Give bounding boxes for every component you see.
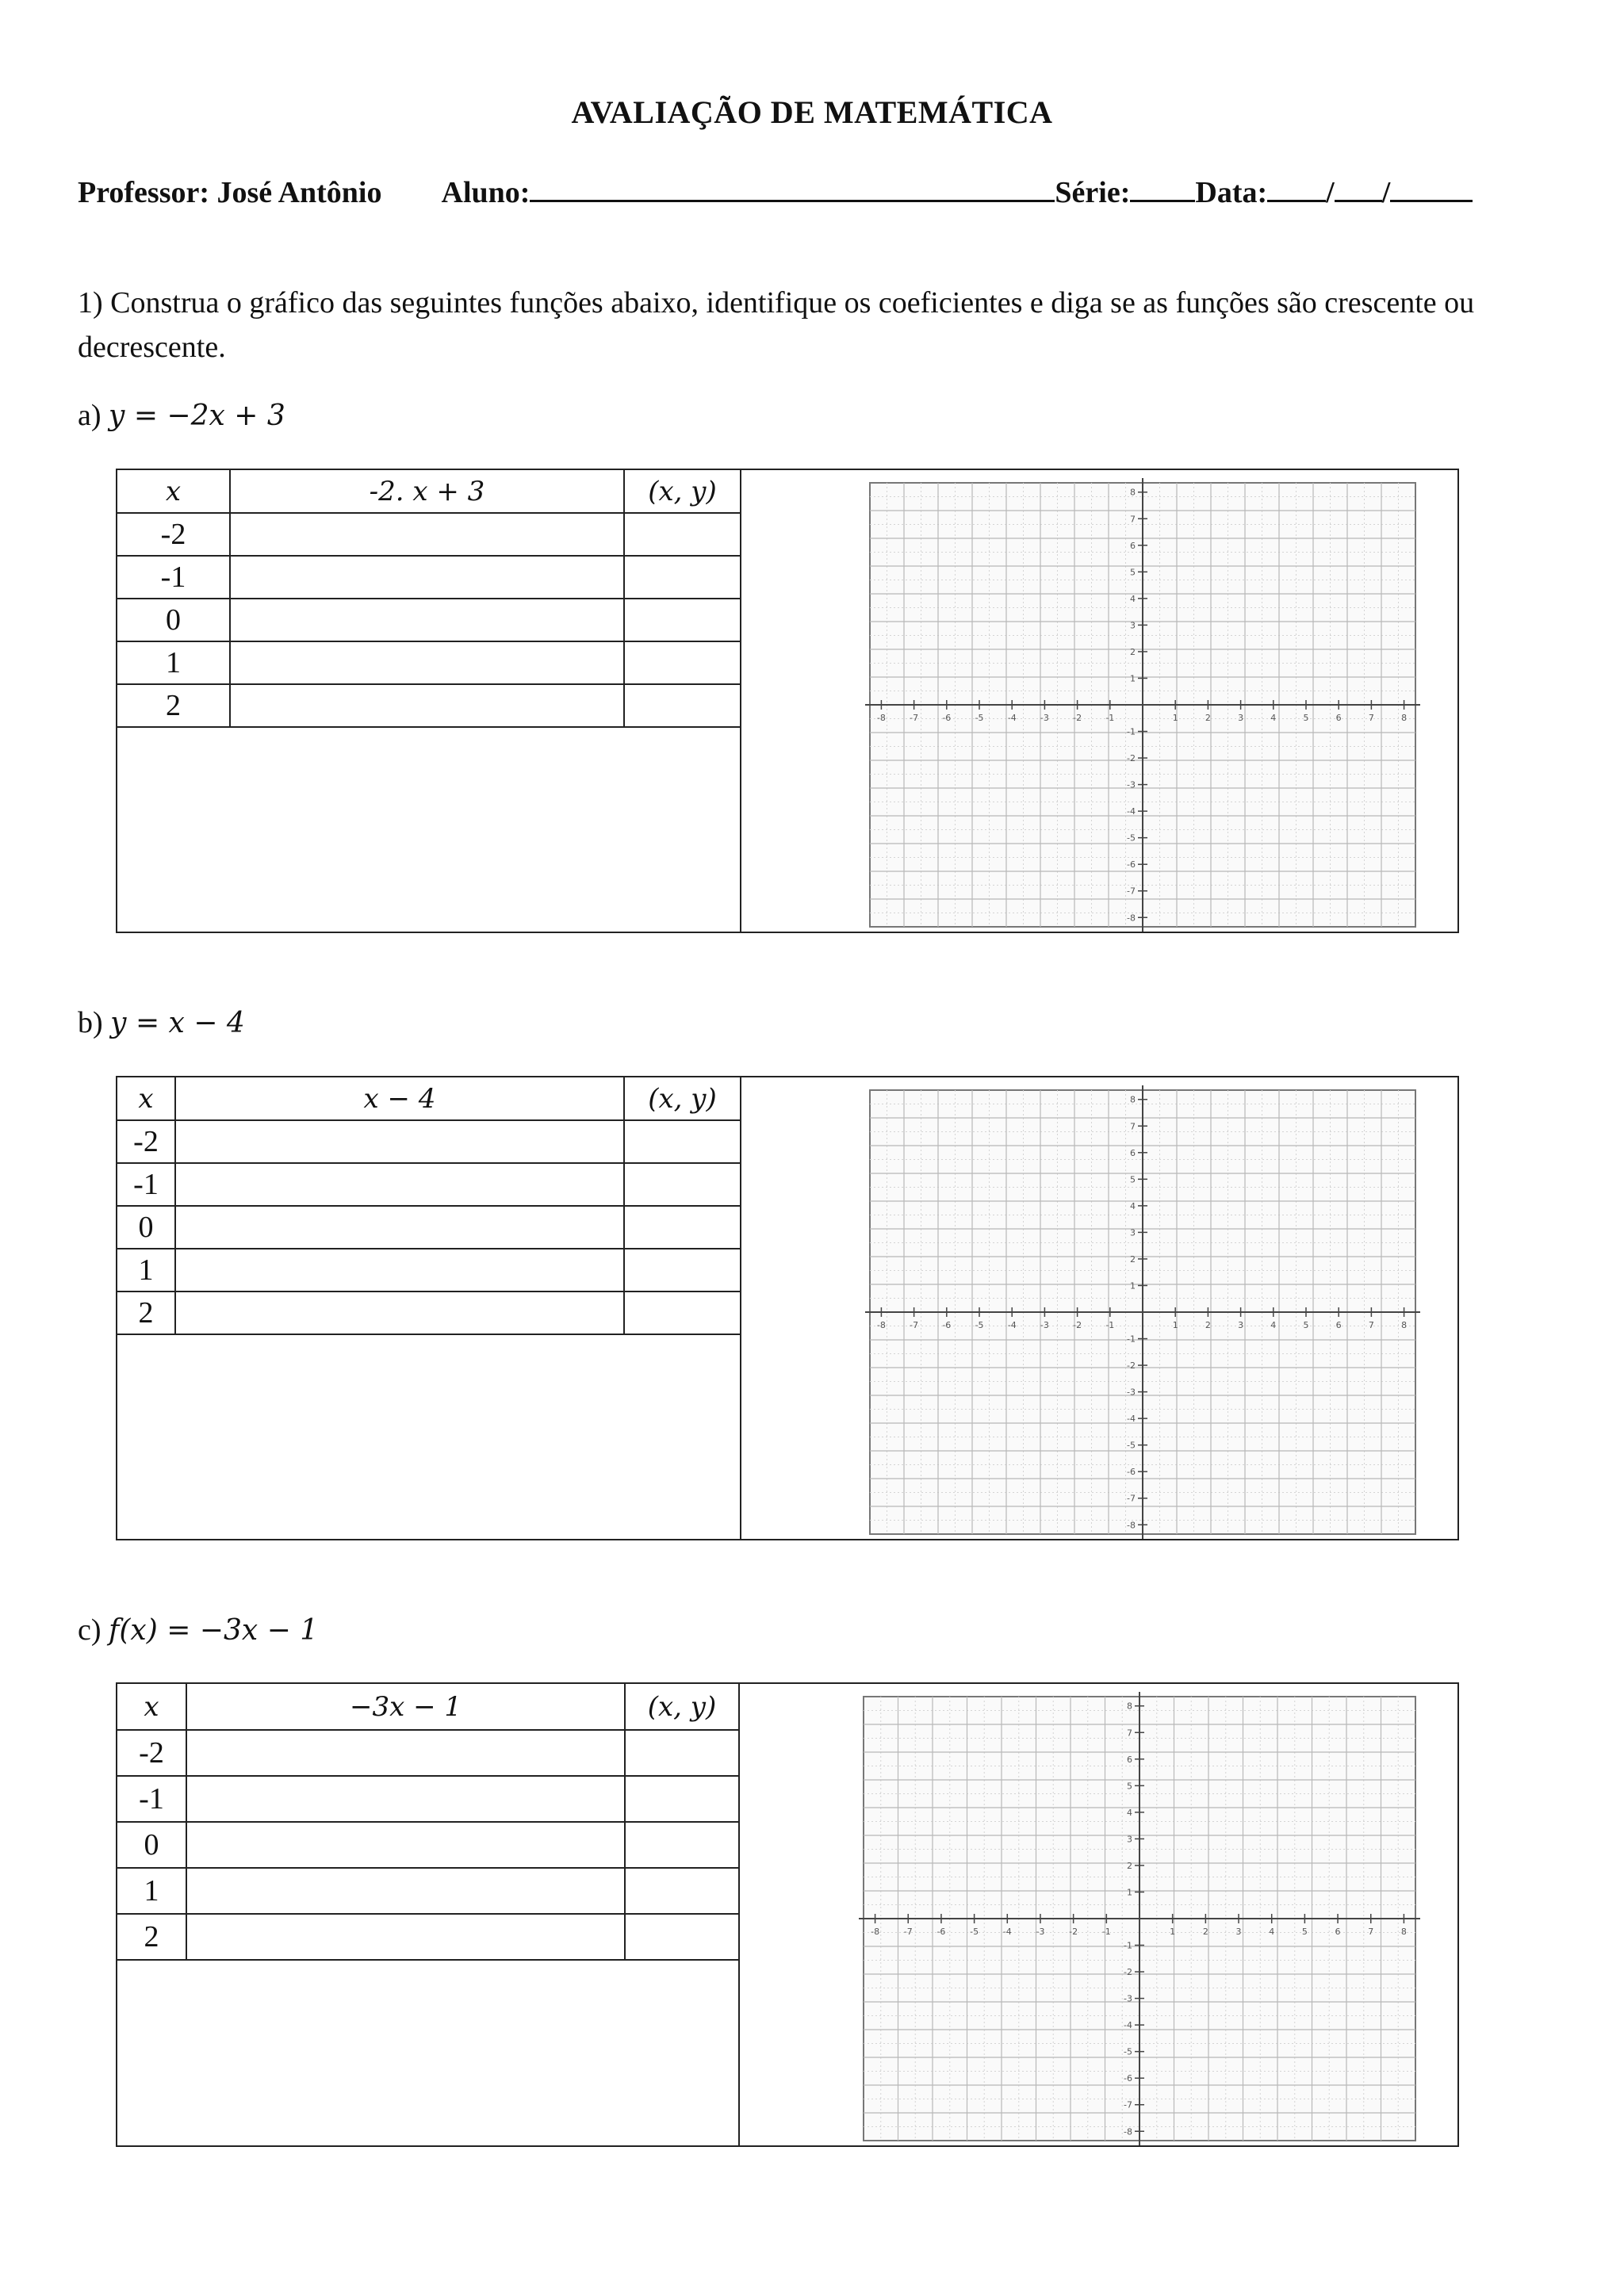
y-tick-label: 7 <box>1127 1728 1132 1739</box>
x-tick-label: 1 <box>1170 1927 1176 1937</box>
y-tick-label: -8 <box>1127 913 1136 924</box>
x-tick-label: 6 <box>1335 713 1342 723</box>
x-tick-label: 3 <box>1238 1320 1244 1330</box>
x-tick-label: -2 <box>1073 1320 1082 1330</box>
expr-cell[interactable] <box>175 1120 624 1163</box>
pair-cell[interactable] <box>625 1822 738 1868</box>
col-pair-header: (x, y) <box>624 1077 740 1120</box>
serie-field[interactable] <box>1130 173 1195 202</box>
pair-cell[interactable] <box>624 641 740 684</box>
pair-cell[interactable] <box>624 1206 740 1249</box>
x-value: -2 <box>117 1120 175 1163</box>
x-tick-label: -5 <box>970 1927 979 1937</box>
exercise-a-label <box>78 398 285 433</box>
y-tick-label: -4 <box>1127 1414 1136 1425</box>
column-divider <box>740 470 741 932</box>
y-tick-label: 6 <box>1130 540 1136 551</box>
x-tick-label: 7 <box>1368 1927 1374 1937</box>
x-tick-label: 3 <box>1238 713 1244 723</box>
y-tick-label: 1 <box>1130 673 1136 684</box>
exercise-a-box <box>116 469 1459 933</box>
pair-cell[interactable] <box>624 1249 740 1292</box>
y-tick-label: -8 <box>1127 1520 1136 1531</box>
cartesian-grid[interactable] <box>859 1692 1420 2145</box>
y-tick-label: 3 <box>1130 620 1136 631</box>
x-tick-label: -4 <box>1002 1927 1012 1937</box>
x-tick-label: -8 <box>871 1927 880 1937</box>
col-expr-header: -2. x + 3 <box>230 470 624 513</box>
expr-cell[interactable] <box>186 1730 625 1776</box>
x-tick-label: -7 <box>910 713 919 723</box>
x-tick-label: -1 <box>1101 1927 1111 1937</box>
professor-label: Professor: José Antônio <box>78 176 382 209</box>
y-tick-label: 2 <box>1130 1253 1136 1265</box>
col-pair-header: (x, y) <box>624 470 740 513</box>
col-expr-header: −3x − 1 <box>186 1684 625 1730</box>
col-x-header: x <box>117 1684 186 1730</box>
date-sep-1: / <box>1326 176 1335 209</box>
col-x-header: x <box>117 470 230 513</box>
exercise-b-prefix: b) <box>78 1006 103 1039</box>
pair-cell[interactable] <box>625 1730 738 1776</box>
x-tick-label: 4 <box>1269 1927 1275 1937</box>
col-expr-header: x − 4 <box>175 1077 624 1120</box>
pair-cell[interactable] <box>624 684 740 727</box>
x-tick-label: -3 <box>1036 1927 1045 1937</box>
expr-cell[interactable] <box>186 1868 625 1914</box>
expr-cell[interactable] <box>186 1822 625 1868</box>
y-tick-label: -6 <box>1127 1467 1136 1478</box>
expr-cell[interactable] <box>230 599 624 641</box>
y-tick-label: 5 <box>1130 1174 1136 1185</box>
expr-cell[interactable] <box>186 1776 625 1822</box>
y-tick-label: -5 <box>1127 832 1136 844</box>
y-tick-label: 3 <box>1127 1834 1132 1845</box>
y-tick-label: -3 <box>1124 1993 1132 2004</box>
x-tick-label: 7 <box>1368 1320 1374 1330</box>
y-tick-label: 3 <box>1130 1227 1136 1238</box>
exercise-b-formula: y = x − 4 <box>110 1007 245 1039</box>
expr-cell[interactable] <box>175 1206 624 1249</box>
x-tick-label: 3 <box>1235 1927 1242 1937</box>
serie-label: Série: <box>1055 176 1131 209</box>
x-value: 2 <box>117 1914 186 1960</box>
pair-cell[interactable] <box>624 556 740 599</box>
x-tick-label: -5 <box>975 1320 984 1330</box>
exercise-a-prefix: a) <box>78 399 102 432</box>
y-tick-label: -6 <box>1127 859 1136 871</box>
col-pair-header: (x, y) <box>625 1684 738 1730</box>
x-tick-label: 2 <box>1202 1927 1208 1937</box>
y-tick-label: 8 <box>1130 487 1136 498</box>
y-tick-label: 2 <box>1130 646 1136 657</box>
pair-cell[interactable] <box>624 1120 740 1163</box>
x-tick-label: -2 <box>1073 713 1082 723</box>
x-tick-label: -5 <box>975 713 984 723</box>
expr-cell[interactable] <box>186 1914 625 1960</box>
pair-cell[interactable] <box>625 1868 738 1914</box>
x-value: 0 <box>117 599 230 641</box>
x-value: 1 <box>117 1868 186 1914</box>
column-divider <box>738 1684 740 2145</box>
x-tick-label: 6 <box>1335 1927 1341 1937</box>
aluno-label: Aluno: <box>441 176 530 209</box>
x-tick-label: -6 <box>936 1927 946 1937</box>
question-text: 1) Construa o gráfico das seguintes funções abaixo, identifique os coeficientes e diga se as funções são crescente ou decrescente. <box>78 286 1475 364</box>
x-value: 0 <box>117 1822 186 1868</box>
y-tick-label: -3 <box>1127 779 1136 790</box>
exercise-b-label <box>78 1005 245 1040</box>
y-tick-label: 8 <box>1127 1701 1132 1712</box>
x-tick-label: -1 <box>1105 1320 1115 1330</box>
x-tick-label: 4 <box>1270 713 1277 723</box>
page-title: AVALIAÇÃO DE MATEMÁTICA <box>571 94 1053 130</box>
data-label: Data: <box>1195 176 1268 209</box>
x-value: -2 <box>117 1730 186 1776</box>
x-tick-label: -3 <box>1040 1320 1049 1330</box>
y-tick-label: -1 <box>1127 726 1136 737</box>
y-tick-label: -3 <box>1127 1387 1136 1398</box>
x-value: 1 <box>117 641 230 684</box>
y-tick-label: 6 <box>1130 1147 1136 1158</box>
column-divider <box>740 1077 741 1539</box>
pair-cell[interactable] <box>624 513 740 556</box>
exercise-c-box <box>116 1682 1459 2147</box>
value-table-a <box>117 470 740 728</box>
pair-cell[interactable] <box>625 1776 738 1822</box>
y-tick-label: -6 <box>1124 2073 1132 2084</box>
y-tick-label: -1 <box>1127 1334 1136 1345</box>
y-tick-label: 6 <box>1127 1754 1132 1765</box>
y-tick-label: -2 <box>1127 753 1136 764</box>
x-value: 0 <box>117 1206 175 1249</box>
y-tick-label: 4 <box>1127 1807 1132 1818</box>
x-value: 2 <box>117 684 230 727</box>
exercise-c-formula: f(x) = −3x − 1 <box>109 1614 319 1647</box>
month-field[interactable] <box>1335 173 1382 202</box>
y-tick-label: -5 <box>1127 1440 1136 1451</box>
x-value: -2 <box>117 513 230 556</box>
y-tick-label: 8 <box>1130 1094 1136 1105</box>
aluno-field[interactable] <box>530 173 1055 202</box>
value-table-c <box>117 1684 738 1961</box>
pair-cell[interactable] <box>624 1292 740 1334</box>
x-tick-label: 2 <box>1205 1320 1211 1330</box>
x-tick-label: -4 <box>1007 713 1017 723</box>
x-tick-label: 8 <box>1401 1320 1408 1330</box>
cartesian-grid[interactable] <box>865 478 1420 932</box>
x-tick-label: 2 <box>1205 713 1211 723</box>
x-value: 2 <box>117 1292 175 1334</box>
y-tick-label: -7 <box>1127 886 1136 897</box>
x-tick-label: -1 <box>1105 713 1115 723</box>
x-value: -1 <box>117 1776 186 1822</box>
expr-cell[interactable] <box>175 1249 624 1292</box>
date-sep-2: / <box>1381 176 1391 209</box>
x-tick-label: -8 <box>876 713 886 723</box>
x-value: -1 <box>117 556 230 599</box>
x-tick-label: -6 <box>942 1320 952 1330</box>
exercise-c-label <box>78 1613 318 1647</box>
x-tick-label: 6 <box>1335 1320 1342 1330</box>
y-tick-label: -7 <box>1124 2099 1132 2110</box>
x-tick-label: 5 <box>1301 1927 1308 1937</box>
y-tick-label: 5 <box>1130 567 1136 578</box>
y-tick-label: -2 <box>1127 1360 1136 1372</box>
x-tick-label: 5 <box>1303 1320 1309 1330</box>
y-tick-label: 1 <box>1127 1887 1132 1898</box>
x-tick-label: 5 <box>1303 713 1309 723</box>
expr-cell[interactable] <box>230 556 624 599</box>
y-tick-label: 5 <box>1127 1781 1132 1792</box>
exercise-c-prefix: c) <box>78 1613 102 1647</box>
y-tick-label: 7 <box>1130 514 1136 525</box>
cartesian-grid[interactable] <box>865 1085 1420 1539</box>
exercise-a-formula: y = −2x + 3 <box>109 400 285 432</box>
x-tick-label: -7 <box>903 1927 913 1937</box>
y-tick-label: -5 <box>1124 2046 1132 2057</box>
day-field[interactable] <box>1267 173 1326 202</box>
x-tick-label: 1 <box>1172 713 1178 723</box>
expr-cell[interactable] <box>230 513 624 556</box>
year-field[interactable] <box>1390 173 1473 202</box>
y-tick-label: -4 <box>1124 2020 1132 2031</box>
x-tick-label: -8 <box>876 1320 886 1330</box>
y-tick-label: 7 <box>1130 1121 1136 1132</box>
pair-cell[interactable] <box>624 1163 740 1206</box>
y-tick-label: 4 <box>1130 1200 1136 1211</box>
exercise-b-box <box>116 1076 1459 1540</box>
expr-cell[interactable] <box>175 1292 624 1334</box>
y-tick-label: -8 <box>1124 2126 1132 2137</box>
y-tick-label: 2 <box>1127 1860 1132 1871</box>
y-tick-label: -1 <box>1124 1940 1132 1951</box>
x-tick-label: 1 <box>1172 1320 1178 1330</box>
x-tick-label: -6 <box>942 713 952 723</box>
y-tick-label: 1 <box>1130 1280 1136 1292</box>
x-tick-label: -2 <box>1069 1927 1078 1937</box>
expr-cell[interactable] <box>230 641 624 684</box>
pair-cell[interactable] <box>625 1914 738 1960</box>
col-x-header: x <box>117 1077 175 1120</box>
y-tick-label: -4 <box>1127 806 1136 817</box>
pair-cell[interactable] <box>624 599 740 641</box>
x-tick-label: 7 <box>1368 713 1374 723</box>
x-tick-label: -7 <box>910 1320 919 1330</box>
y-tick-label: -2 <box>1124 1967 1132 1978</box>
x-value: 1 <box>117 1249 175 1292</box>
x-value: -1 <box>117 1163 175 1206</box>
x-tick-label: 8 <box>1401 713 1408 723</box>
x-tick-label: 4 <box>1270 1320 1277 1330</box>
y-tick-label: 4 <box>1130 593 1136 604</box>
expr-cell[interactable] <box>175 1163 624 1206</box>
x-tick-label: -3 <box>1040 713 1049 723</box>
x-tick-label: -4 <box>1007 1320 1017 1330</box>
x-tick-label: 8 <box>1400 1927 1407 1937</box>
value-table-b <box>117 1077 740 1335</box>
y-tick-label: -7 <box>1127 1493 1136 1504</box>
header-info <box>78 173 1473 210</box>
expr-cell[interactable] <box>230 684 624 727</box>
